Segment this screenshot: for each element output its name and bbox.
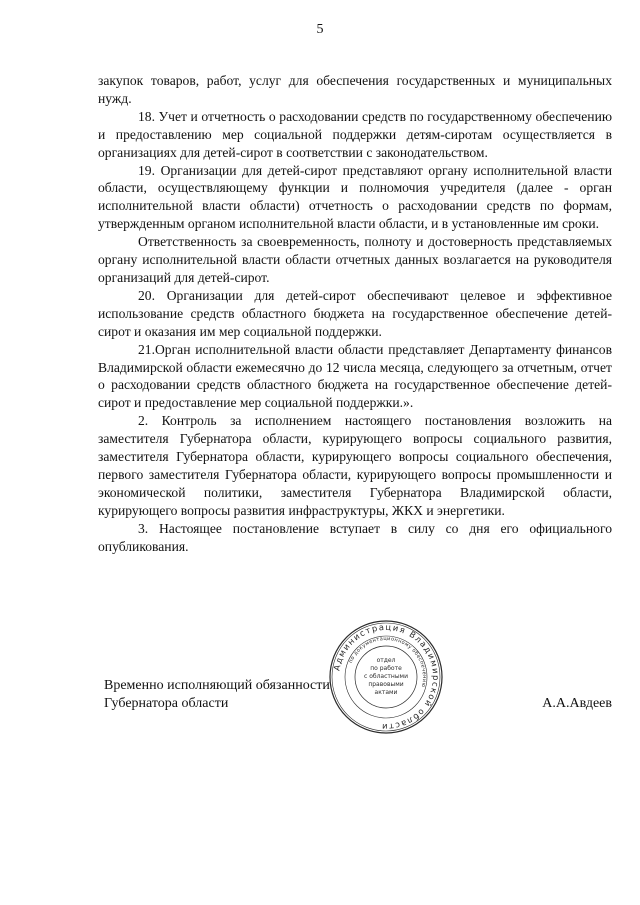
paragraph-item-18: 18. Учет и отчетность о расходовании средств по государственному обеспечению и предоставлению мер социальной поддержки детям-сиротам осуществляется в организациях для детей-сирот в соответствии с законодательством.	[98, 108, 612, 160]
paragraph-item-19: 19. Организации для детей-сирот представляют органу исполнительной власти области, осуществляющему функции и полномочия учредителя (далее - орган исполнительной власти области) отчетность о расходовании средств по формам, утвержденным органом исполнительной власти области, и в установленные им сроки.	[98, 162, 612, 232]
stamp-center-line: отдел	[376, 657, 396, 664]
stamp-seal-icon	[328, 619, 444, 735]
signatory-position-line2: Губернатора области	[104, 696, 229, 711]
stamp-center-line: правовыми	[368, 681, 404, 688]
paragraph-item-21: 21.Орган исполнительной власти области представляет Департаменту финансов Владимирской области ежемесячно до 12 числа месяца, следующего за отчетным, отчет о расходовании средств областного бюджета на государственное обеспечение детей-сирот и предоставление мер социальной поддержки.».	[98, 341, 612, 411]
stamp-inner-text: по документационному обеспечению	[347, 635, 428, 688]
document-body	[98, 72, 612, 555]
official-stamp	[328, 619, 444, 735]
page-number: 5	[316, 22, 324, 37]
signatory-name: А.А.Авдеев	[542, 696, 612, 711]
stamp-outer-text: Администрация Владимирской области	[331, 621, 442, 733]
signatory-position	[104, 677, 330, 713]
paragraph-effective-date: 3. Настоящее постановление вступает в силу со дня его официального опубликования.	[98, 520, 612, 554]
paragraph-continuation: закупок товаров, работ, услуг для обеспечения государственных и муниципальных нужд.	[98, 73, 612, 106]
signatory-position-line1: Временно исполняющий обязанности	[104, 678, 330, 693]
paragraph-responsibility: Ответственность за своевременность, полноту и достоверность представляемых органу исполнительной власти области отчетных данных возлагается на руководителя организаций для детей-сирот.	[98, 234, 612, 285]
stamp-center-line: актами	[374, 689, 398, 696]
paragraph-item-20: 20. Организации для детей-сирот обеспечивают целевое и эффективное использование средств областного бюджета на государственное обеспечение детей-сирот и оказания им мер социальной поддержки.	[98, 287, 612, 339]
paragraph-control: 2. Контроль за исполнением настоящего постановления возложить на заместителя Губернатора области, курирующего вопросы социального развития, заместителя Губернатора области, курирующего вопросы социального обеспечения, первого заместителя Губернатора области, курирующего вопросы промышленности и экономической политики, заместителя Губернатора Владимирской области, курирующего вопросы развития инфраструктуры, ЖКХ и энергетики.	[98, 413, 612, 518]
stamp-center-line: по работе	[370, 665, 402, 672]
stamp-center-line: с областными	[364, 673, 408, 680]
